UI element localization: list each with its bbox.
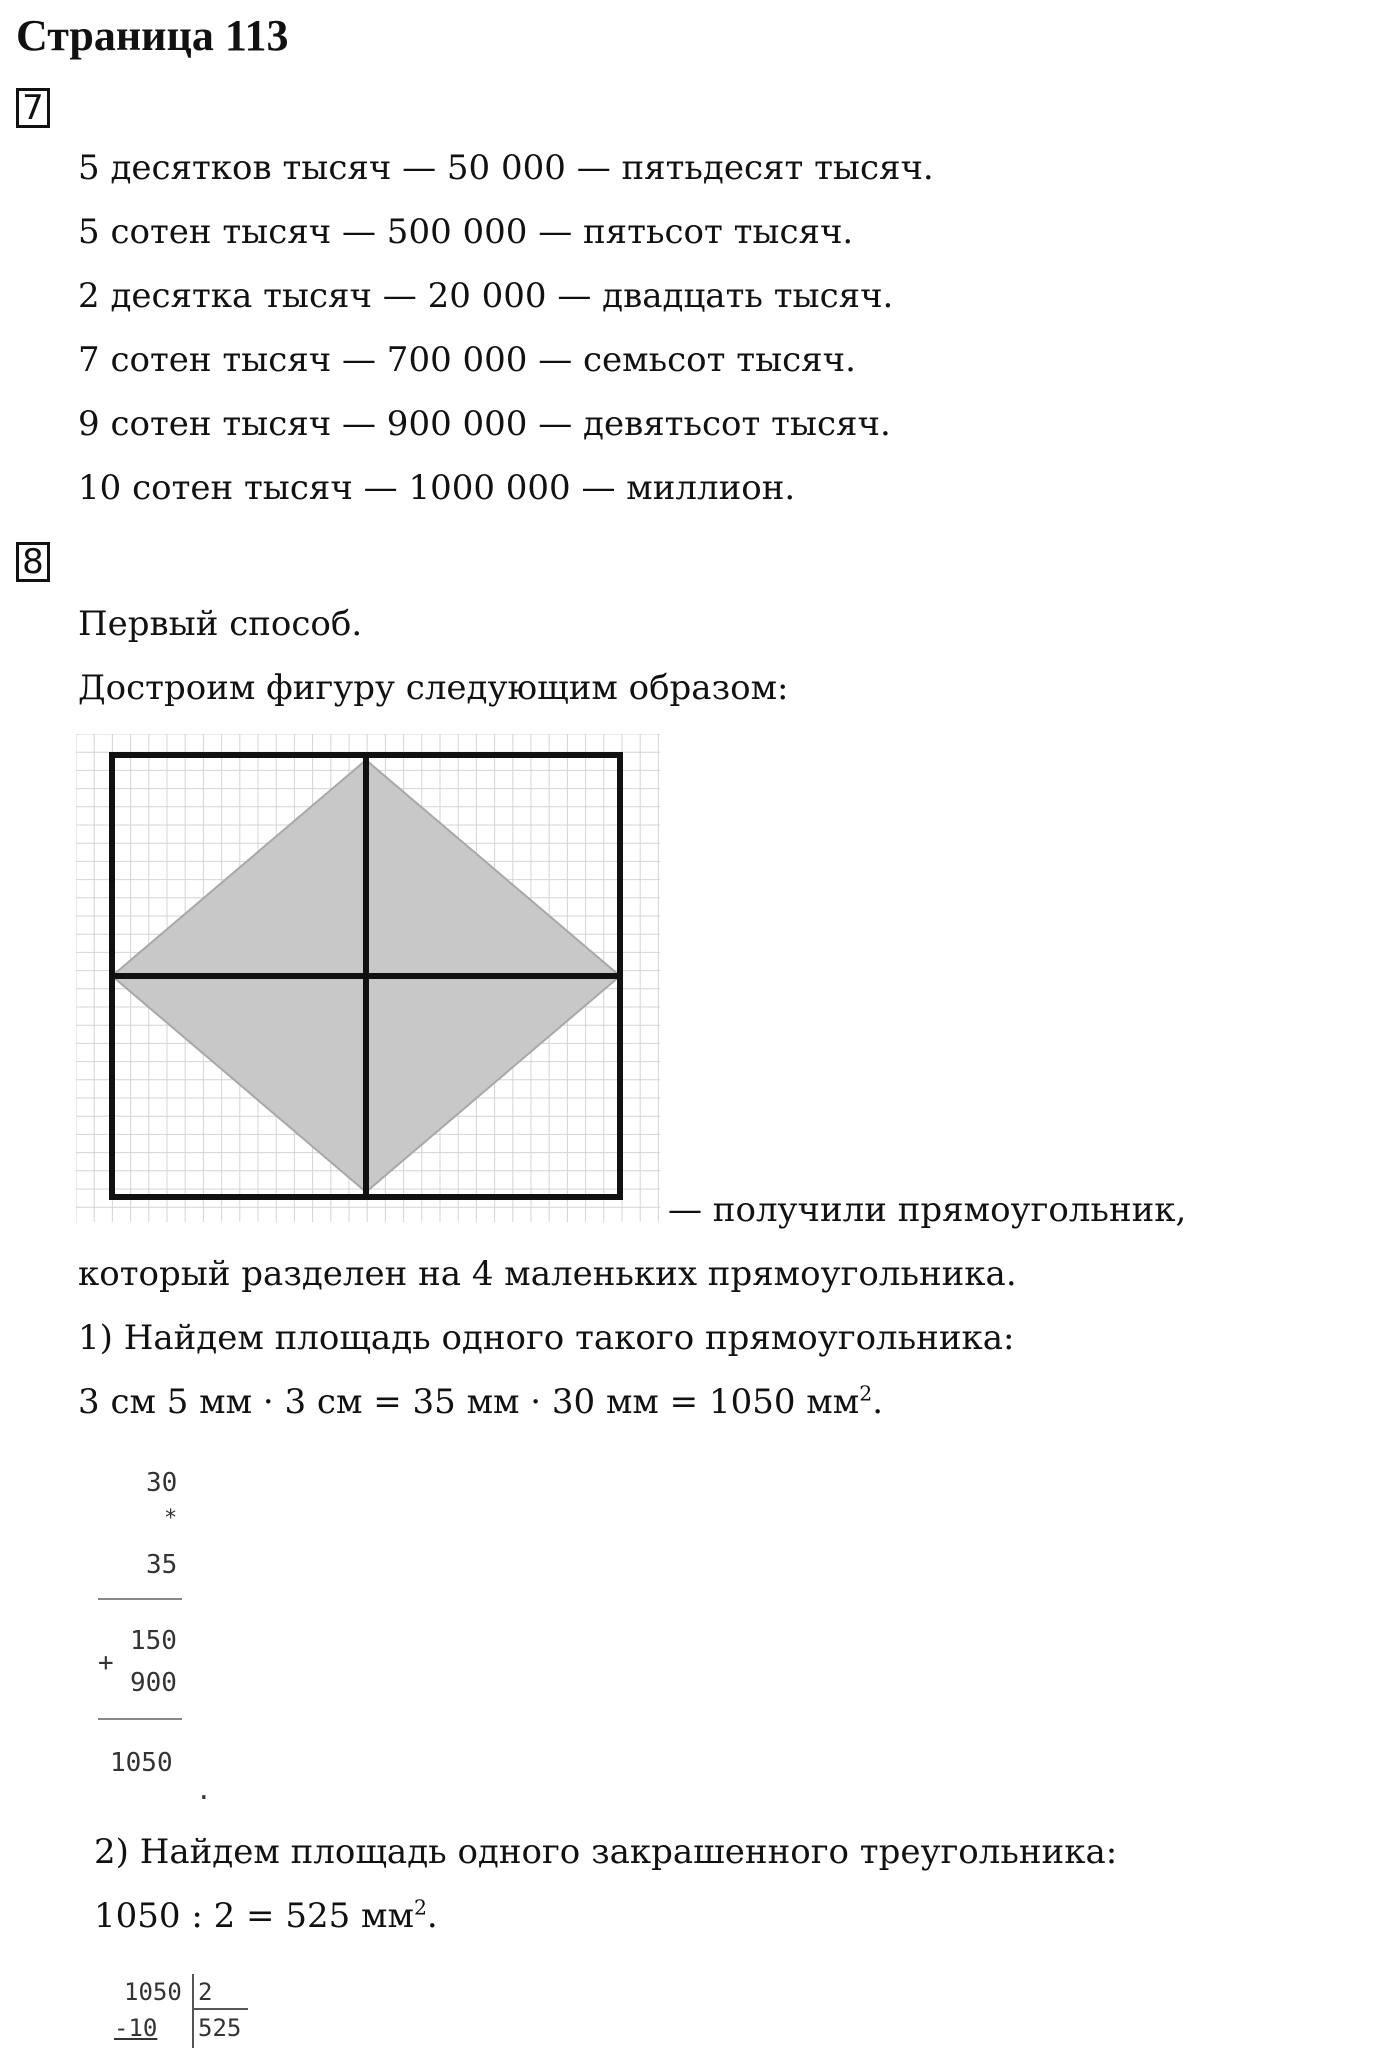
continuation-text: который разделен на 4 маленьких прямоугольника. xyxy=(78,1254,1017,1294)
div-bracket-vertical xyxy=(192,1974,194,2048)
task-number-8: 8 xyxy=(16,542,50,582)
page-title: Страница 113 xyxy=(16,11,289,60)
task7-line-4: 7 сотен тысяч — 700 000 — семьсот тысяч. xyxy=(78,340,856,380)
step2-text: 2) Найдем площадь одного закрашенного треугольника: xyxy=(94,1832,1118,1872)
method-label: Первый способ. xyxy=(78,604,363,644)
mult-result: 1050 xyxy=(110,1748,173,1778)
intro-text: Достроим фигуру следующим образом: xyxy=(78,668,789,708)
mult-factor-a: 30 xyxy=(146,1468,178,1498)
div-quotient: 525 xyxy=(198,2014,242,2042)
step1-text: 1) Найдем площадь одного такого прямоугольника: xyxy=(78,1318,1015,1358)
mult-factor-b: 35 xyxy=(146,1550,178,1580)
div-divisor: 2 xyxy=(198,1978,213,2006)
task7-line-2: 5 сотен тысяч — 500 000 — пятьсот тысяч. xyxy=(78,212,854,252)
task7-line-6: 10 сотен тысяч — 1000 000 — миллион. xyxy=(78,468,796,508)
mult-end-dot: . xyxy=(196,1776,212,1806)
mult-partial-2: 900 xyxy=(130,1668,177,1698)
mult-rule-2 xyxy=(98,1718,182,1720)
mult-rule-1 xyxy=(98,1598,182,1600)
mult-operator: * xyxy=(164,1506,178,1531)
div-dividend: 1050 xyxy=(124,1978,182,2006)
geometry-figure xyxy=(76,734,660,1222)
div-subtraction: -10 xyxy=(114,2014,158,2042)
step2-calculation: 1050 : 2 = 525 $мм^2$. xyxy=(94,1895,438,1936)
after-figure-text: — получили прямоугольник, xyxy=(668,1190,1187,1230)
task7-line-3: 2 десятка тысяч — 20 000 — двадцать тысяч. xyxy=(78,276,894,316)
div-bracket-horizontal xyxy=(192,2008,248,2010)
mult-plus: + xyxy=(98,1648,114,1678)
task7-line-1: 5 десятков тысяч — 50 000 — пятьдесят тысяч. xyxy=(78,148,934,188)
task7-line-5: 9 сотен тысяч — 900 000 — девятьсот тысяч. xyxy=(78,404,891,444)
task-number-7: 7 xyxy=(16,88,50,128)
step1-calculation: 3 см 5 мм · 3 см = 35 мм · 30 мм = 1050 $мм^2$. xyxy=(78,1381,883,1422)
mult-partial-1: 150 xyxy=(130,1626,177,1656)
